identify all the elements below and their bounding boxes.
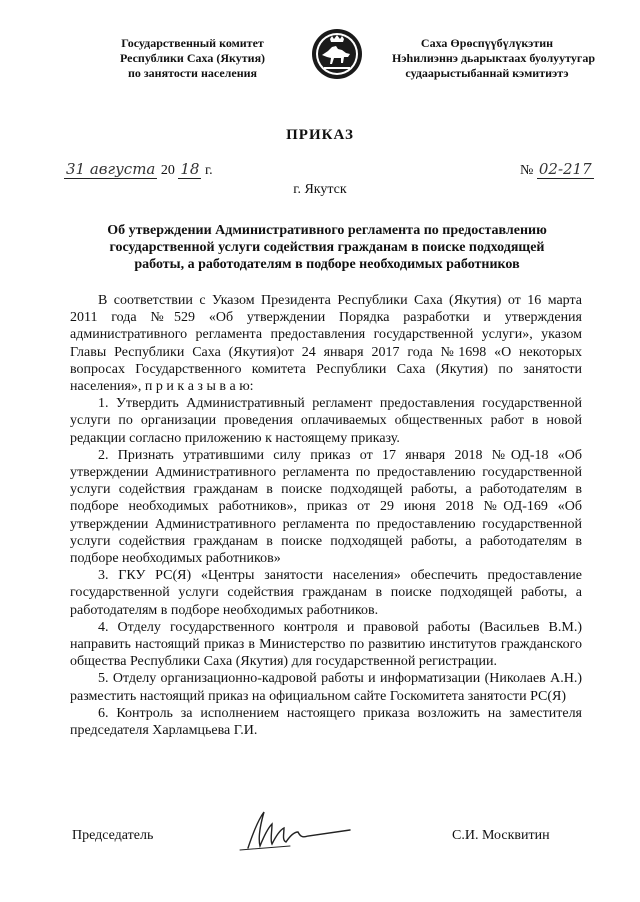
header-left-line: Республики Саха (Якутия) xyxy=(119,51,266,65)
handwritten-signature-icon xyxy=(230,800,360,860)
subject-line: Об утверждении Административного регламента по предоставлению xyxy=(107,223,547,238)
date-year-suffix: 18 xyxy=(180,160,200,178)
header-right-line: судаарыстыбаннай кэмитиэтэ xyxy=(405,66,569,80)
order-body xyxy=(70,292,582,739)
header-right-organization xyxy=(392,36,596,81)
preamble: В соответствии с Указом Президента Республики Саха (Якутия) от 16 марта 2011 года №529 «Об утверждении Порядка разработки и утверждения административного регламента предоставления государственной услуги», указом Главы Республики Саха (Якутия)от 24 января 2017 года №1698 «О некоторых вопросах Государственного комитета Республики Саха (Якутия) по занятости населения», п р и к а з ы в а ю: xyxy=(70,293,582,395)
number-prefix: № xyxy=(520,163,534,178)
order-item-1: 1. Утвердить Административный регламент предоставления государственной услуги по организации проведения оплачиваемых общественных работ в новой редакции согласно приложению к настоящему приказу. xyxy=(70,396,582,446)
order-item-5: 5. Отделу организационно-кадровой работы и информатизации (Николаев А.Н.) разместить настоящий приказ на официальном сайте Госкомитета занятости РС(Я) xyxy=(70,671,582,704)
signatory-position: Председатель xyxy=(72,828,154,843)
date-day-month: 31 августа xyxy=(66,160,156,178)
header-left-line: по занятости населения xyxy=(127,66,258,80)
order-item-6: 6. Контроль за исполнением настоящего приказа возложить на заместителя председателя Харламцьева Г.И. xyxy=(70,705,582,739)
order-subject xyxy=(72,222,582,273)
order-number xyxy=(520,160,594,179)
order-date xyxy=(64,160,213,179)
coat-of-arms-icon xyxy=(310,27,364,81)
header-left-line: Государственный комитет xyxy=(121,36,264,50)
order-item-3: 3. ГКУ РС(Я) «Центры занятости населения» обеспечить предоставление государственной услуги содействия гражданам в поиске подходящей работы, а работодателям в подборе необходимых работников. xyxy=(70,568,582,618)
date-year-prefix: 20 xyxy=(160,163,175,178)
date-suffix: г. xyxy=(204,163,213,178)
order-item-4: 4. Отделу государственного контроля и правовой работы (Васильев В.М.) направить настоящий приказ в Министерство по развитию институтов гражданского общества Республики Саха (Якутия) для государственной регистрации. xyxy=(70,619,582,670)
document-title: ПРИКАЗ xyxy=(286,127,354,143)
order-item-2: 2. Признать утратившими силу приказ от 17 января 2018 №ОД-18 «Об утверждении Административного регламента по предоставлению государственной услуги содействия гражданам в поиске подходящей работы, а работодателям в подборе необходимых работников», приказ от 29 июня 2018 №ОД-169 «Об утверждении Административного регламента по предоставлению государственной услуги содействия гражданам в поиске подходящей работы, а работодателям в подборе необходимых работников» xyxy=(70,447,582,567)
city: г. Якутск xyxy=(293,182,347,197)
header-right-line: Саха Өрөспүүбүлүкэтин xyxy=(420,36,554,50)
number-value: 02-217 xyxy=(538,160,592,178)
header-right-line: Нэһилиэннэ дьарыктаах буолуутугар xyxy=(392,51,596,65)
subject-line: государственной услуги содействия гражданам в поиске подходящей xyxy=(109,240,545,255)
header-left-organization xyxy=(100,36,285,81)
subject-line: работы, а работодателям в подборе необходимых работников xyxy=(134,257,520,272)
signatory-name: С.И. Москвитин xyxy=(452,828,550,843)
